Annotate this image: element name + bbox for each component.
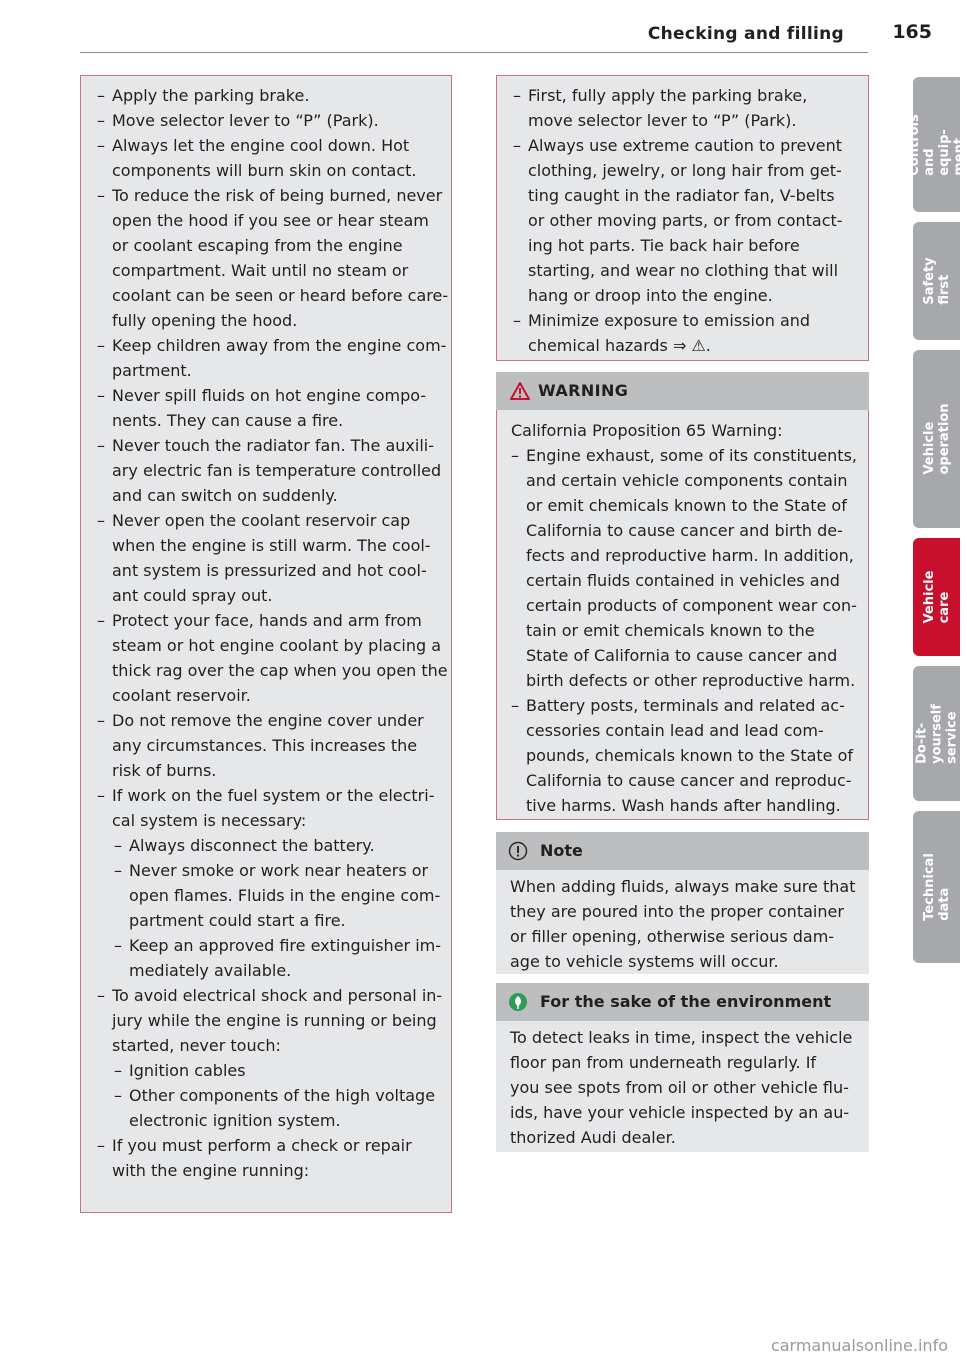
- side-tab-safety[interactable]: [913, 222, 960, 340]
- side-tab-technical-data[interactable]: [913, 811, 960, 963]
- side-tab-operation[interactable]: [913, 350, 960, 528]
- list-item: – Always use extreme caution to prevent clothing, jewelry, or long hair from get- ting caught in the radiator fan, V-belts or other moving parts, or from contact- ing hot parts. Tie back hair before starting, and wear no clothing that will hang or droop into the engine.: [505, 133, 868, 308]
- list-item: – Minimize exposure to emission and chemical hazards ⇒ ⚠.: [505, 308, 868, 358]
- side-tab-controls[interactable]: [906, 77, 967, 212]
- list-item: – If work on the fuel system or the electri- cal system is necessary:: [89, 783, 451, 833]
- environment-header: [496, 983, 869, 1021]
- side-tab-vehicle-care[interactable]: [913, 538, 960, 656]
- side-tab-label: Vehicle care: [921, 570, 952, 624]
- sub-list-item: – Ignition cables: [89, 1058, 451, 1083]
- note-header: [496, 832, 869, 870]
- warning-list: [503, 443, 868, 818]
- warning-title: WARNING: [538, 381, 629, 400]
- environment-body: To detect leaks in time, inspect the vehicle floor pan from underneath regularly. If you see spots from oil or other vehicle flu- ids, have your vehicle inspected by an au- thorized Audi dealer.: [496, 1021, 869, 1152]
- environment-title: For the sake of the environment: [540, 992, 832, 1011]
- side-tab-diy-service[interactable]: [913, 666, 960, 801]
- side-tab-label: Technical data: [921, 853, 952, 921]
- side-tab-label: Do-it-yourself service: [914, 703, 959, 764]
- note-title: Note: [540, 841, 583, 860]
- list-item: – Keep children away from the engine com- partment.: [89, 333, 451, 383]
- side-tab-label: Vehicle operation: [921, 403, 952, 475]
- right-caution-box: [496, 75, 869, 361]
- side-tab-label: Safety first: [921, 257, 952, 305]
- list-item: – First, fully apply the parking brake, move selector lever to “P” (Park).: [505, 83, 868, 133]
- list-item: – Never touch the radiator fan. The auxili- ary electric fan is temperature controlled and can switch on suddenly.: [89, 433, 451, 508]
- note-body: When adding fluids, always make sure that they are poured into the proper container or filler opening, otherwise serious dam- age to vehicle systems will occur.: [496, 870, 869, 974]
- sub-list-item: – Always disconnect the battery.: [89, 833, 451, 858]
- list-item: – Always let the engine cool down. Hot components will burn skin on contact.: [89, 133, 451, 183]
- list-item: – Never open the coolant reservoir cap when the engine is still warm. The cool- ant system is pressurized and hot cool- ant could spray out.: [89, 508, 451, 608]
- sub-list-item: – Keep an approved fire extinguisher im- mediately available.: [89, 933, 451, 983]
- note-exclamation-icon: [508, 841, 528, 861]
- right-list: [505, 83, 868, 358]
- list-item: – Protect your face, hands and arm from steam or hot engine coolant by placing a thick rag over the cap when you open the coolant reservoir.: [89, 608, 451, 708]
- warning-body: [496, 410, 869, 820]
- left-caution-box: [80, 75, 452, 1213]
- list-item: – Move selector lever to “P” (Park).: [89, 108, 451, 133]
- watermark: carmanualsonline.info: [770, 1336, 948, 1355]
- list-item: – Battery posts, terminals and related ac- cessories contain lead and lead com- pounds, chemicals known to the State of California to cause cancer and reproduc- tive harms. Wash hands after handling.: [503, 693, 868, 818]
- side-tab-label: Controls and equip- ment: [906, 113, 967, 176]
- list-item: – If you must perform a check or repair with the engine running:: [89, 1133, 451, 1183]
- list-item: – Engine exhaust, some of its constituents, and certain vehicle components contain or emit chemicals known to the State of California to cause cancer and birth de- fects and reproductive harm. In addition, certain fluids contained in vehicles and certain products of component wear con- tain or emit chemicals known to the State of California to cause cancer and birth defects or other reproductive harm.: [503, 443, 868, 693]
- left-list: [89, 83, 451, 1183]
- sub-list-item: – Never smoke or work near heaters or open flames. Fluids in the engine com- partment could start a fire.: [89, 858, 451, 933]
- warning-header: [496, 372, 869, 410]
- environment-leaf-icon: [508, 992, 528, 1012]
- list-item: – Do not remove the engine cover under any circumstances. This increases the risk of burns.: [89, 708, 451, 783]
- list-item: – Never spill fluids on hot engine compo- nents. They can cause a fire.: [89, 383, 451, 433]
- list-item: – Apply the parking brake.: [89, 83, 451, 108]
- list-item: – To avoid electrical shock and personal in- jury while the engine is running or being started, never touch:: [89, 983, 451, 1058]
- warning-intro: California Proposition 65 Warning:: [511, 421, 783, 440]
- warning-triangle-icon: [510, 382, 530, 400]
- list-item: – To reduce the risk of being burned, never open the hood if you see or hear steam or coolant escaping from the engine compartment. Wait until no steam or coolant can be seen or heard before care- fully opening the hood.: [89, 183, 451, 333]
- page-number: 165: [892, 21, 932, 43]
- sub-list-item: – Other components of the high voltage electronic ignition system.: [89, 1083, 451, 1133]
- section-title: Checking and filling: [647, 24, 844, 44]
- header-rule: [80, 52, 868, 53]
